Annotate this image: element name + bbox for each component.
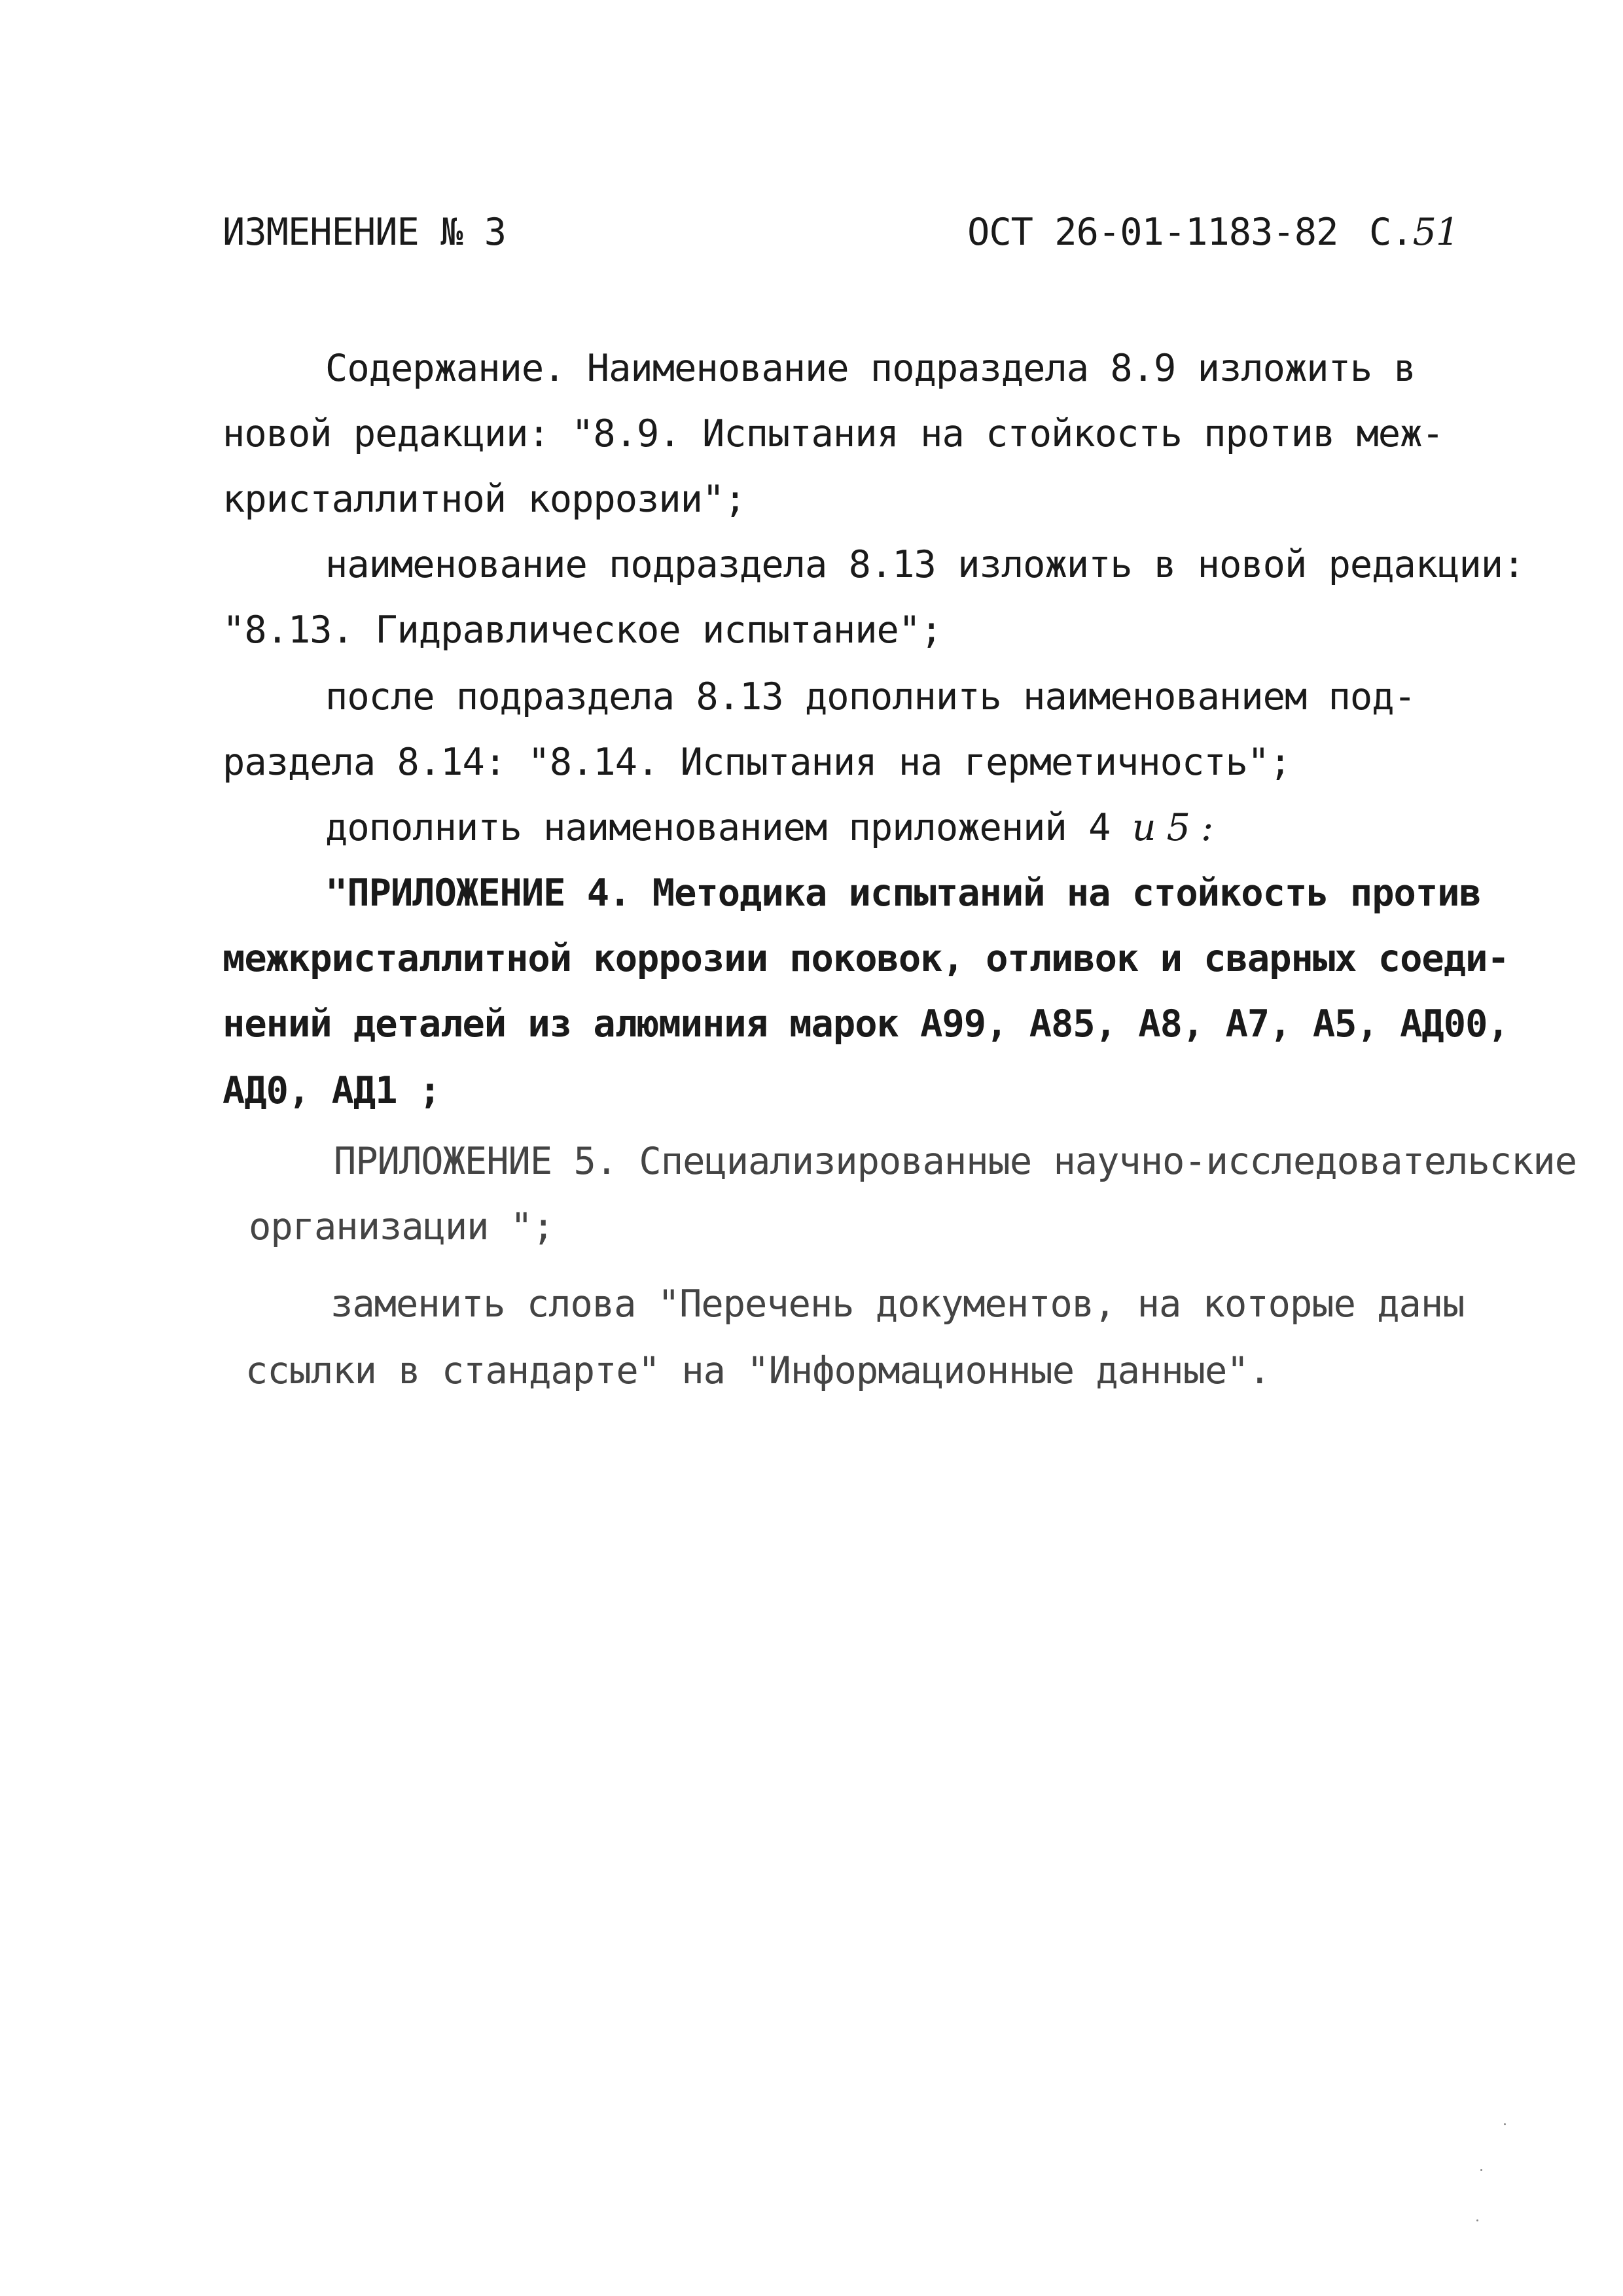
paragraph-3-line-1: после подраздела 8.13 дополнить наименованием под- [325,675,1416,718]
change-number: ИЗМЕНЕНИЕ № 3 [223,211,507,254]
scan-speck [1480,2169,1482,2171]
paragraph-1-line-3: кристаллитной коррозии"; [223,478,746,521]
paragraph-2-line-1: наименование подраздела 8.13 изложить в новой редакции: [325,543,1525,586]
document-number: ОСТ 26-01-1183-82 [967,211,1338,254]
paragraph-7-line-1: заменить слова "Перечень документов, на которые даны [330,1282,1465,1326]
paragraph-4-text: дополнить наименованием приложений 4 [325,806,1111,849]
paragraph-3-line-2: раздела 8.14: "8.14. Испытания на герметичность"; [223,741,1291,784]
paragraph-6-line-2: организации "; [249,1205,554,1248]
paragraph-5-line-2: межкристаллитной коррозии поковок, отливок и сварных соеди- [223,937,1509,980]
paragraph-4-line-1 [325,806,1213,849]
paragraph-5-line-4: АД0, АД1 ; [223,1069,441,1112]
paragraph-6-line-1: ПРИЛОЖЕНИЕ 5. Специализированные научно-исследовательские [334,1140,1577,1183]
paragraph-5-line-3: нений деталей из алюминия марок А99, А85, А8, А7, А5, АД00, [223,1002,1509,1046]
paragraph-2-line-2: "8.13. Гидравлическое испытание"; [223,609,942,652]
page-prefix: С. [1369,211,1413,254]
paragraph-1-line-1: Содержание. Наименование подраздела 8.9 изложить в [325,347,1416,390]
page-number-value: 51 [1412,211,1459,254]
scan-speck [1476,2219,1478,2221]
paragraph-5-line-1: "ПРИЛОЖЕНИЕ 4. Методика испытаний на стойкость против [325,872,1481,915]
scan-speck [1504,2123,1506,2125]
handwritten-insert: и 5 : [1132,806,1213,849]
paragraph-7-line-2: ссылки в стандарте" на "Информационные данные". [245,1349,1270,1392]
paragraph-1-line-2: новой редакции: "8.9. Испытания на стойкость против меж- [223,412,1444,455]
page-number [1369,211,1459,254]
